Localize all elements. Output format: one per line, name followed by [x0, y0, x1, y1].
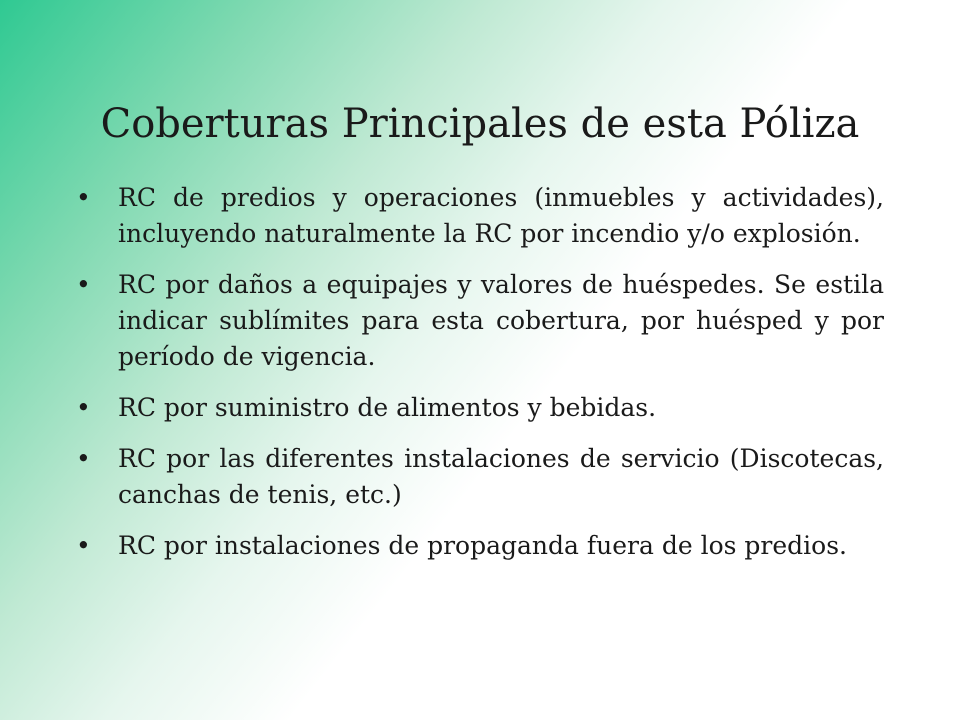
bullet-icon: • — [76, 531, 91, 560]
bullet-text: RC por daños a equipajes y valores de huéspedes. Se estila indicar sublímites para esta cobertura, por huésped y por período de vigencia. — [118, 270, 884, 371]
bullet-item — [76, 441, 884, 513]
bullet-list — [76, 180, 884, 579]
bullet-item — [76, 180, 884, 252]
slide-title: Coberturas Principales de esta Póliza — [100, 101, 860, 147]
bullet-text: RC por las diferentes instalaciones de servicio (Discotecas, canchas de tenis, etc.) — [118, 444, 884, 509]
bullet-item — [76, 528, 884, 564]
bullet-item — [76, 390, 884, 426]
bullet-item — [76, 267, 884, 375]
bullet-text: RC por instalaciones de propaganda fuera de los predios. — [118, 531, 847, 560]
bullet-icon: • — [76, 183, 91, 212]
bullet-icon: • — [76, 393, 91, 422]
bullet-text: RC de predios y operaciones (inmuebles y actividades), incluyendo naturalmente la RC por incendio y/o explosión. — [118, 183, 884, 248]
bullet-text: RC por suministro de alimentos y bebidas. — [118, 393, 657, 422]
bullet-icon: • — [76, 444, 91, 473]
bullet-icon: • — [76, 270, 91, 299]
